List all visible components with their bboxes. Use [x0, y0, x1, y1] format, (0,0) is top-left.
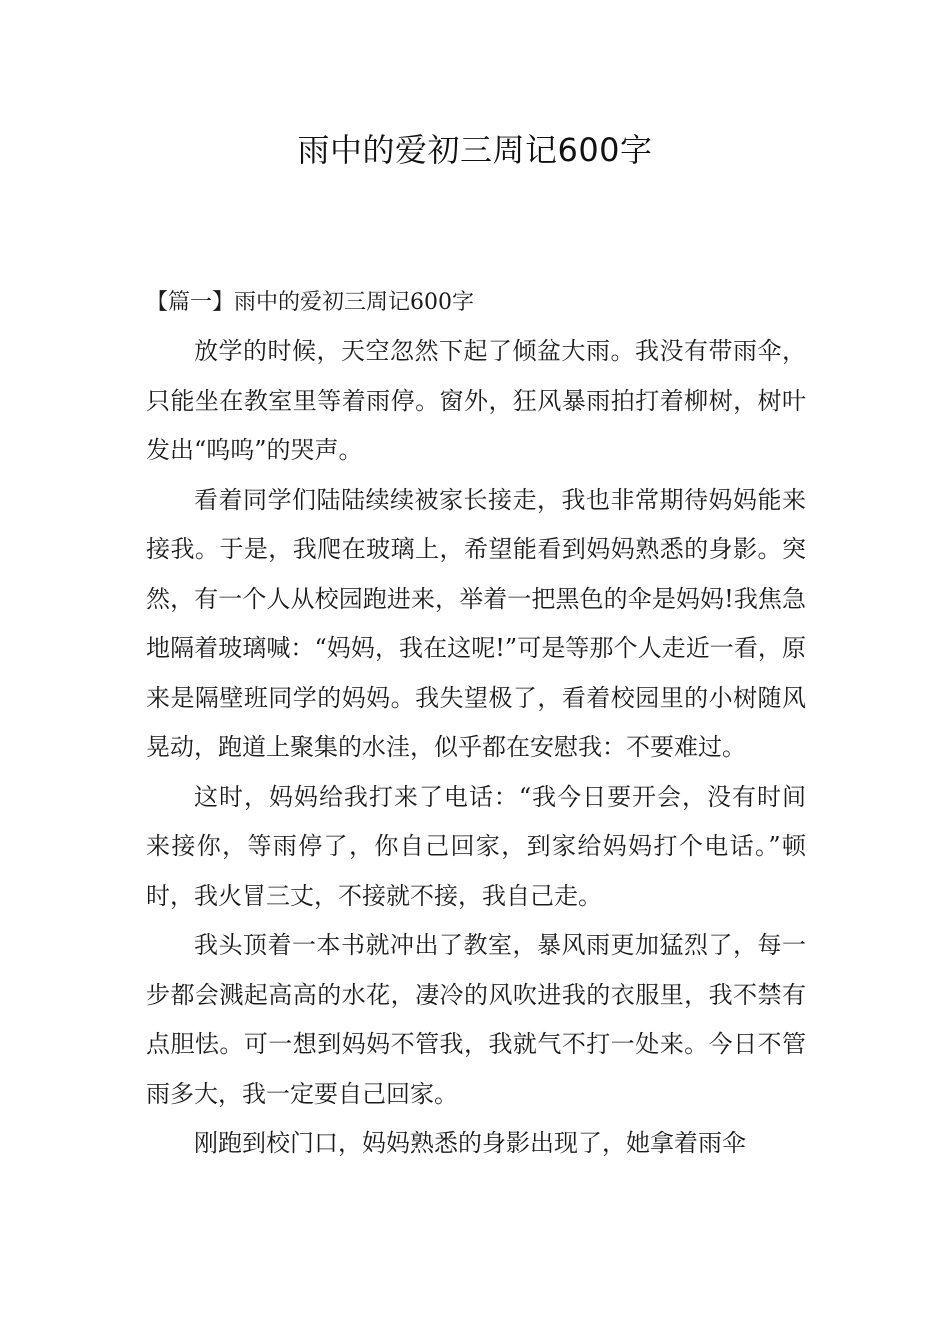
section-heading: 【篇一】雨中的爱初三周记600字 [146, 290, 474, 315]
paragraph-5: 刚跑到校门口，妈妈熟悉的身影出现了，她拿着雨伞 [194, 1129, 746, 1157]
paragraph-1: 放学的时候，天空忽然下起了倾盆大雨。我没有带雨伞，只能坐在教室里等着雨停。窗外，狂风暴雨拍打着柳树，树叶发出“呜呜”的哭声。 [146, 337, 806, 464]
paragraph-2: 看着同学们陆陆续续被家长接走，我也非常期待妈妈能来接我。于是，我爬在玻璃上，希望能看到妈妈熟悉的身影。突然，有一个人从校园跑进来，举着一把黑色的伞是妈妈!我焦急地隔着玻璃喊：“妈妈，我在这呢!”可是等那个人走近一看，原来是隔壁班同学的妈妈。我失望极了，看着校园里的小树随风晃动，跑道上聚集的水洼，似乎都在安慰我：不要难过。 [146, 485, 806, 761]
paragraph-3: 这时，妈妈给我打来了电话：“我今日要开会，没有时间来接你，等雨停了，你自己回家，到家给妈妈打个电话。”顿时，我火冒三丈，不接就不接，我自己走。 [146, 782, 806, 910]
document-body [146, 278, 806, 1169]
document-title: 雨中的爱初三周记600字 [297, 131, 653, 169]
paragraph-4: 我头顶着一本书就冲出了教室，暴风雨更加猛烈了，每一步都会溅起高高的水花，凄冷的风吹进我的衣服里，我不禁有点胆怯。可一想到妈妈不管我，我就气不打一处来。今日不管雨多大，我一定要自己回家。 [146, 931, 806, 1108]
